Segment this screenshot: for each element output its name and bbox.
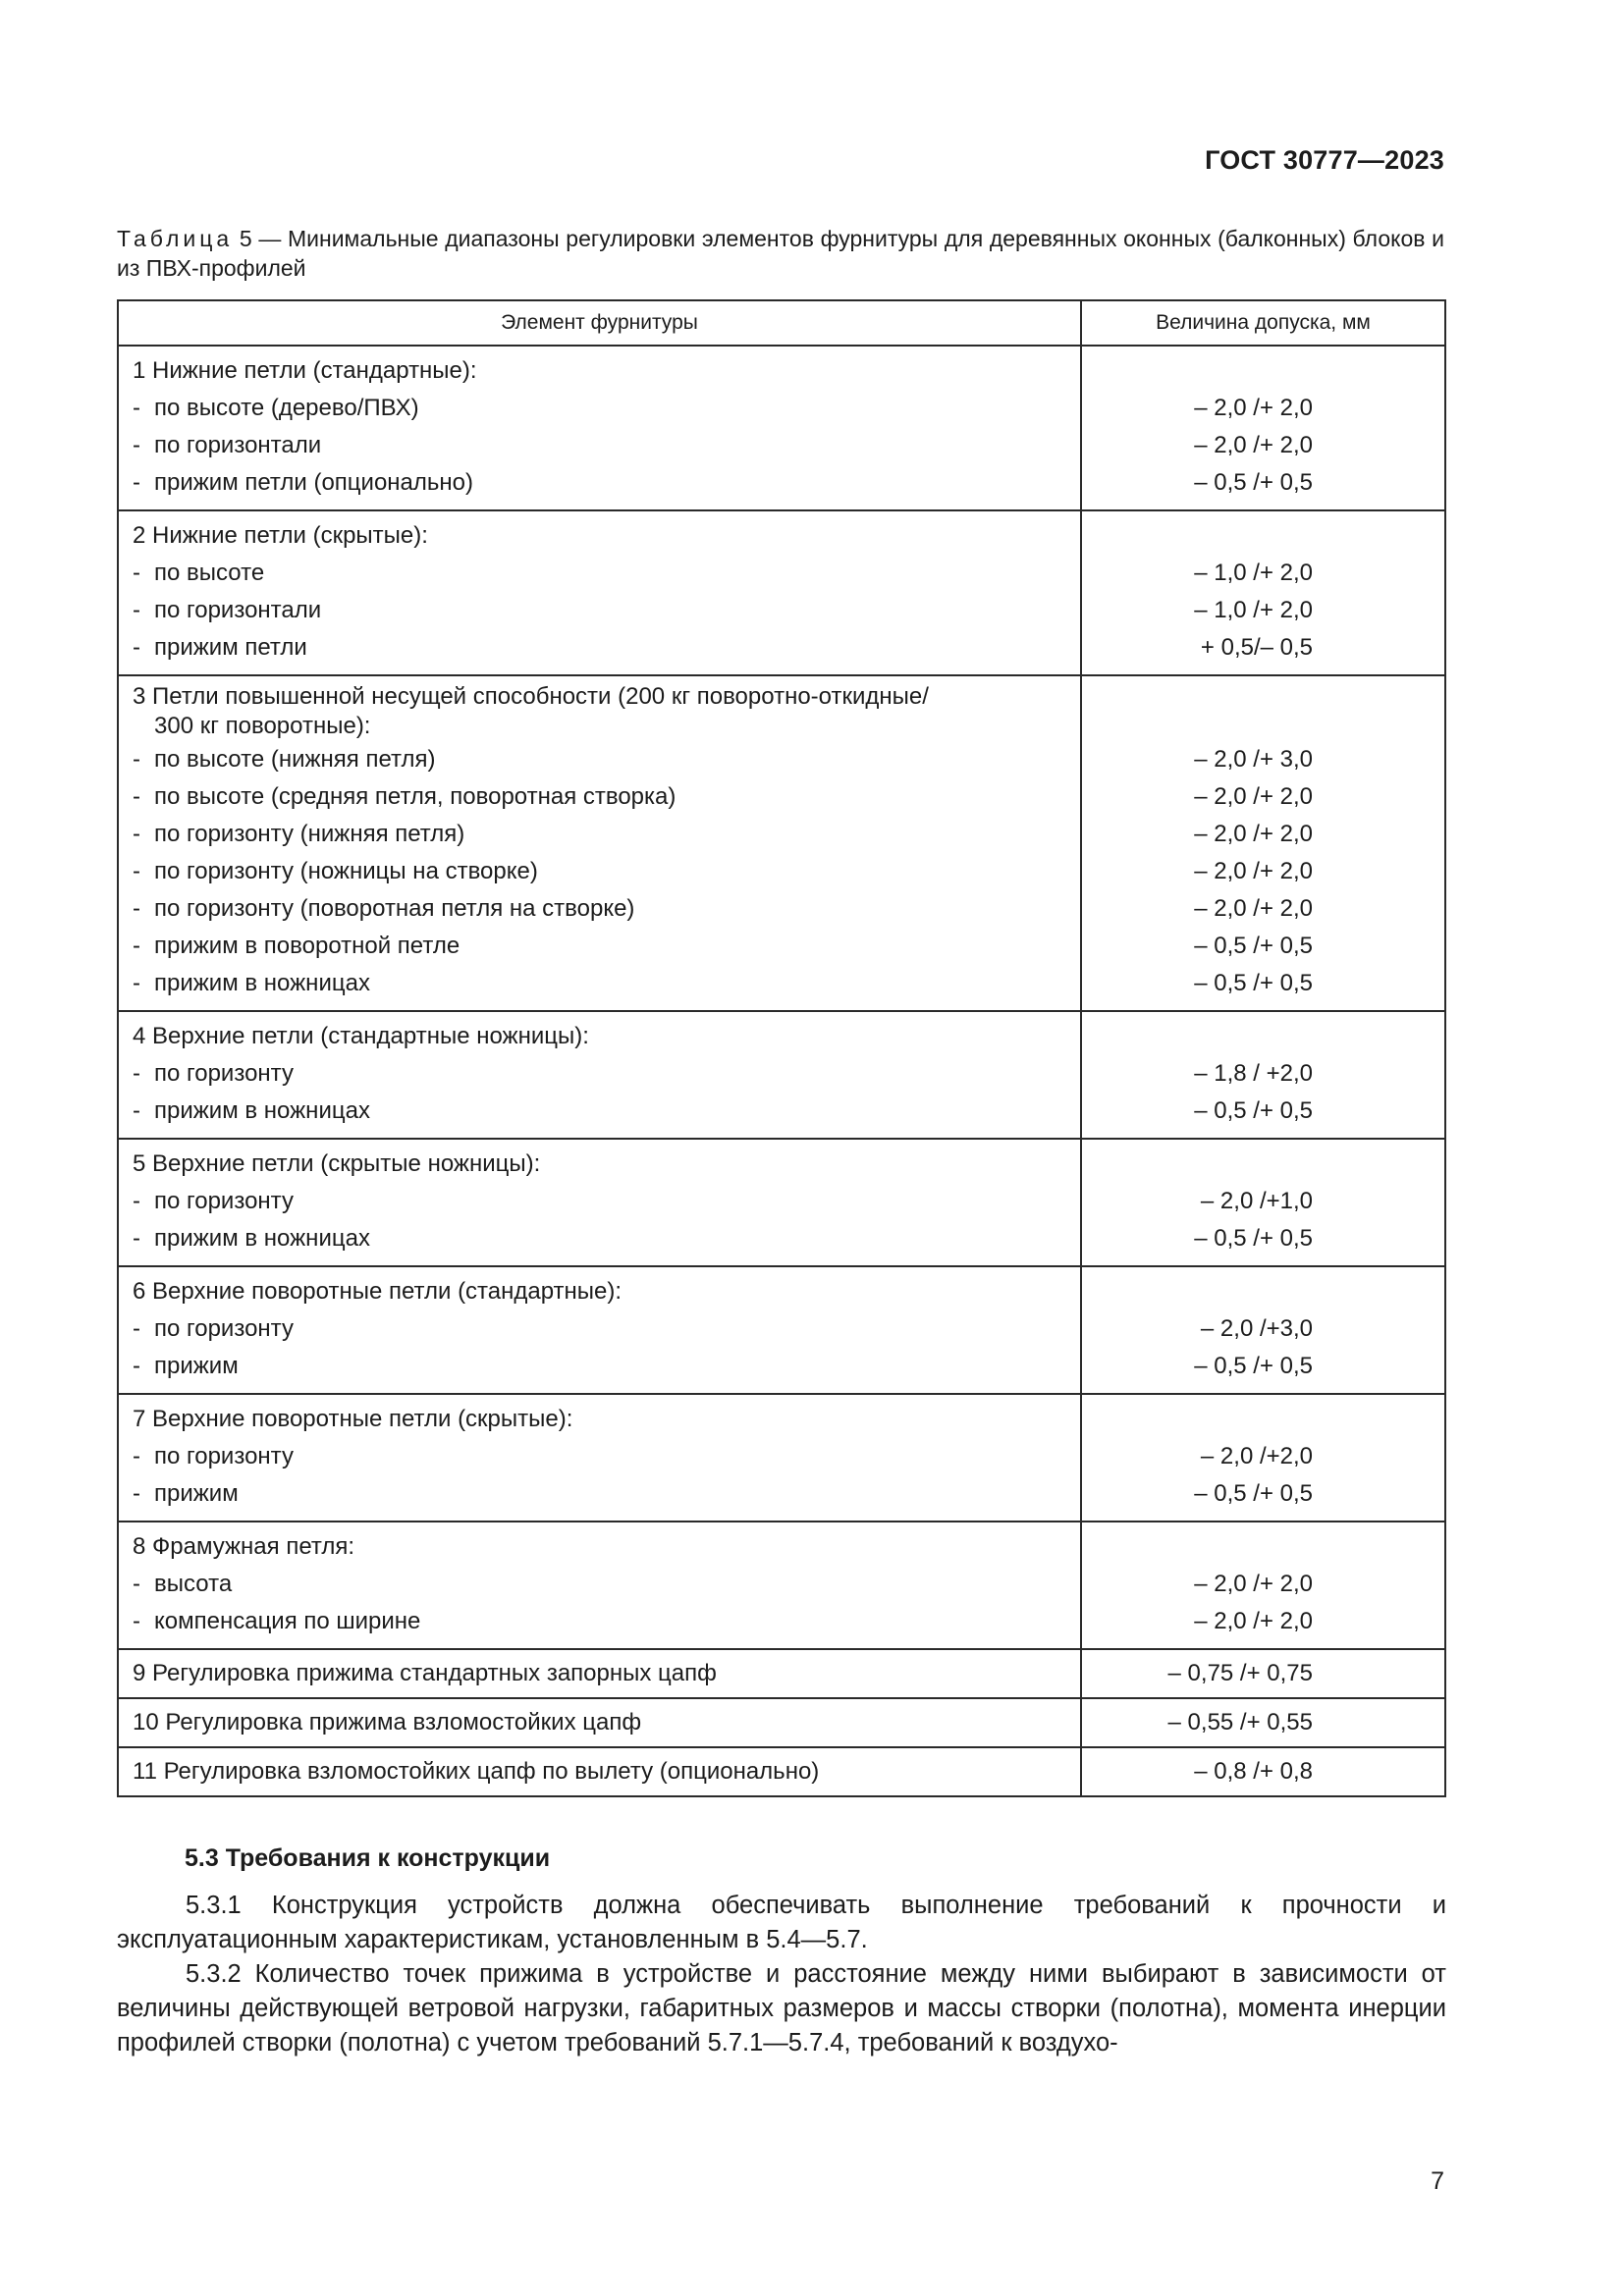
tolerance-cell (1081, 510, 1445, 675)
paragraph-5-3-1 (117, 1889, 1446, 1957)
tolerance-cell (1081, 1394, 1445, 1522)
tolerance-value: – 0,5 /+ 0,5 (1194, 1353, 1313, 1379)
element-cell (118, 1266, 1081, 1394)
value-spacer (1082, 517, 1444, 555)
item-label: прижим в поворотной петле (154, 933, 460, 959)
table-row-single (118, 1649, 1445, 1698)
table-row-group (118, 1011, 1445, 1139)
item-label: по высоте (154, 560, 265, 586)
item-label: прижим (154, 1480, 239, 1507)
tolerance-cell (1081, 1139, 1445, 1266)
item-label: по горизонту (154, 1443, 294, 1469)
element-cell (118, 510, 1081, 675)
tolerance-value: – 0,8 /+ 0,8 (1081, 1747, 1445, 1796)
list-item (133, 1093, 1066, 1130)
bullet-dash: - (133, 432, 140, 458)
item-label: высота (154, 1571, 233, 1597)
tolerance-value: – 2,0 /+ 2,0 (1194, 395, 1313, 421)
element-cell (118, 1139, 1081, 1266)
item-label: по высоте (средняя петля, поворотная створка) (154, 783, 677, 810)
item-label: по горизонту (поворотная петля на створке) (154, 895, 635, 922)
bullet-dash: - (133, 858, 140, 884)
value-spacer (1082, 712, 1444, 741)
bullet-dash: - (133, 895, 140, 922)
tolerance-value: – 0,5 /+ 0,5 (1194, 1097, 1313, 1124)
tolerance-value: – 1,0 /+ 2,0 (1194, 560, 1313, 586)
item-label: прижим петли (154, 634, 307, 661)
bullet-dash: - (133, 1097, 140, 1124)
list-item (133, 427, 1066, 464)
bullet-dash: - (133, 783, 140, 810)
element-cell (118, 675, 1081, 1011)
table-row-single (118, 1747, 1445, 1796)
table-caption (117, 224, 1444, 283)
bullet-dash: - (133, 821, 140, 847)
value-spacer (1082, 1401, 1444, 1438)
group-title: 6 Верхние поворотные петли (стандартные): (133, 1278, 623, 1305)
paragraph-5-3-2-text: 5.3.2 Количество точек прижима в устройстве и расстояние между ними выбирают в зависимости от величины действующей ветровой нагрузки, габаритных размеров и массы створки (полотна), момента инерции профилей створки (полотна) с учетом требований 5.7.1—5.7.4, требований к воздухо- (117, 1960, 1446, 2056)
table-row-group (118, 675, 1445, 1011)
bullet-dash: - (133, 1608, 140, 1634)
list-item (133, 1348, 1066, 1385)
list-item (133, 890, 1066, 928)
item-label: по горизонту (154, 1188, 294, 1214)
tolerance-value: – 2,0 /+ 2,0 (1194, 858, 1313, 884)
element-cell: 9 Регулировка прижима стандартных запорных цапф (118, 1649, 1081, 1698)
group-title: 2 Нижние петли (скрытые): (133, 522, 428, 549)
element-cell (118, 1011, 1081, 1139)
group-title: 300 кг поворотные): (154, 713, 371, 739)
tolerance-value: – 2,0 /+ 2,0 (1194, 1571, 1313, 1597)
list-item (133, 592, 1066, 629)
tolerance-value: – 0,5 /+ 0,5 (1194, 1480, 1313, 1507)
tolerance-cell (1081, 675, 1445, 1011)
bullet-dash: - (133, 597, 140, 623)
list-item (133, 1603, 1066, 1640)
table-row-group (118, 510, 1445, 675)
table-row-group (118, 1394, 1445, 1522)
tolerance-value: – 0,5 /+ 0,5 (1194, 933, 1313, 959)
element-cell (118, 1394, 1081, 1522)
tolerance-cell (1081, 1522, 1445, 1649)
bullet-dash: - (133, 970, 140, 996)
item-label: по горизонту (ножницы на створке) (154, 858, 538, 884)
tolerance-value: + 0,5/– 0,5 (1200, 634, 1313, 661)
table-row-single (118, 1698, 1445, 1747)
list-item (133, 1310, 1066, 1348)
value-spacer (1082, 1146, 1444, 1183)
tolerance-value: – 0,5 /+ 0,5 (1194, 469, 1313, 496)
item-label: по горизонту (нижняя петля) (154, 821, 465, 847)
item-label: прижим (154, 1353, 239, 1379)
value-spacer (1082, 1273, 1444, 1310)
table-header-row (118, 300, 1445, 346)
tolerance-value: – 1,0 /+ 2,0 (1194, 597, 1313, 623)
tolerance-value: – 2,0 /+ 2,0 (1194, 821, 1313, 847)
column-header-tolerance: Величина допуска, мм (1081, 300, 1445, 346)
bullet-dash: - (133, 1060, 140, 1087)
list-item (133, 965, 1066, 1002)
list-item (133, 555, 1066, 592)
bullet-dash: - (133, 560, 140, 586)
list-item (133, 741, 1066, 778)
group-title: 5 Верхние петли (скрытые ножницы): (133, 1150, 541, 1177)
list-item (133, 1438, 1066, 1475)
list-item (133, 464, 1066, 502)
item-label: прижим в ножницах (154, 970, 370, 996)
table-row-group (118, 346, 1445, 510)
value-spacer (1082, 1528, 1444, 1566)
tolerance-value: – 2,0 /+ 2,0 (1194, 1608, 1313, 1634)
item-label: по горизонту (154, 1315, 294, 1342)
tolerance-value: – 1,8 / +2,0 (1194, 1060, 1313, 1087)
paragraph-5-3-2 (117, 1957, 1446, 2060)
list-item (133, 390, 1066, 427)
list-item (133, 928, 1066, 965)
element-cell (118, 346, 1081, 510)
list-item (133, 1475, 1066, 1513)
list-item (133, 1566, 1066, 1603)
tolerance-value: – 2,0 /+3,0 (1200, 1315, 1313, 1342)
item-label: по горизонтали (154, 597, 322, 623)
bullet-dash: - (133, 1315, 140, 1342)
tolerance-value: – 2,0 /+ 2,0 (1194, 895, 1313, 922)
standard-designation: ГОСТ 30777—2023 (1205, 145, 1444, 175)
item-label: по высоте (дерево/ПВХ) (154, 395, 419, 421)
table-row-group (118, 1522, 1445, 1649)
bullet-dash: - (133, 1225, 140, 1252)
table-caption-text: 5 — Минимальные диапазоны регулировки элементов фурнитуры для деревянных оконных (балконных) блоков и из ПВХ-профилей (117, 226, 1445, 281)
bullet-dash: - (133, 1188, 140, 1214)
item-label: по высоте (нижняя петля) (154, 746, 436, 773)
tolerance-value: – 0,5 /+ 0,5 (1194, 1225, 1313, 1252)
section-heading: 5.3 Требования к конструкции (185, 1844, 551, 1872)
group-title: 8 Фрамужная петля: (133, 1533, 354, 1560)
value-spacer (1082, 1018, 1444, 1055)
bullet-dash: - (133, 634, 140, 661)
tolerance-cell (1081, 1011, 1445, 1139)
tolerance-value: – 2,0 /+2,0 (1200, 1443, 1313, 1469)
tolerance-value: – 2,0 /+ 2,0 (1194, 783, 1313, 810)
table-caption-label: Таблица (117, 226, 234, 251)
list-item (133, 629, 1066, 667)
list-item (133, 853, 1066, 890)
column-header-element: Элемент фурнитуры (118, 300, 1081, 346)
tolerance-table (117, 299, 1446, 1797)
table-row-group (118, 1139, 1445, 1266)
tolerance-value: – 2,0 /+ 3,0 (1194, 746, 1313, 773)
item-label: прижим петли (опционально) (154, 469, 474, 496)
list-item (133, 1055, 1066, 1093)
group-title: 3 Петли повышенной несущей способности (200 кг поворотно-откидные/ (133, 683, 929, 710)
paragraph-5-3-1-text: 5.3.1 Конструкция устройств должна обеспечивать выполнение требований к прочности и эксплуатационным характеристикам, установленным в 5.4—5.7. (117, 1892, 1446, 1953)
table-row-group (118, 1266, 1445, 1394)
group-title: 4 Верхние петли (стандартные ножницы): (133, 1023, 589, 1049)
item-label: компенсация по ширине (154, 1608, 421, 1634)
bullet-dash: - (133, 1443, 140, 1469)
table-body (118, 346, 1445, 1796)
item-label: по горизонту (154, 1060, 294, 1087)
item-label: по горизонтали (154, 432, 322, 458)
bullet-dash: - (133, 1571, 140, 1597)
value-spacer (1082, 352, 1444, 390)
bullet-dash: - (133, 395, 140, 421)
element-cell: 11 Регулировка взломостойких цапф по вылету (опционально) (118, 1747, 1081, 1796)
bullet-dash: - (133, 1353, 140, 1379)
element-cell: 10 Регулировка прижима взломостойких цапф (118, 1698, 1081, 1747)
tolerance-cell (1081, 1266, 1445, 1394)
tolerance-value: – 2,0 /+ 2,0 (1194, 432, 1313, 458)
value-spacer (1082, 682, 1444, 712)
tolerance-value: – 0,55 /+ 0,55 (1081, 1698, 1445, 1747)
tolerance-value: – 2,0 /+1,0 (1200, 1188, 1313, 1214)
bullet-dash: - (133, 469, 140, 496)
element-cell (118, 1522, 1081, 1649)
page-number: 7 (1431, 2167, 1444, 2195)
bullet-dash: - (133, 1480, 140, 1507)
item-label: прижим в ножницах (154, 1225, 370, 1252)
bullet-dash: - (133, 933, 140, 959)
list-item (133, 778, 1066, 816)
item-label: прижим в ножницах (154, 1097, 370, 1124)
group-title: 1 Нижние петли (стандартные): (133, 357, 477, 384)
list-item (133, 1183, 1066, 1220)
tolerance-value: – 0,5 /+ 0,5 (1194, 970, 1313, 996)
list-item (133, 816, 1066, 853)
tolerance-cell (1081, 346, 1445, 510)
tolerance-value: – 0,75 /+ 0,75 (1081, 1649, 1445, 1698)
list-item (133, 1220, 1066, 1257)
bullet-dash: - (133, 746, 140, 773)
group-title: 7 Верхние поворотные петли (скрытые): (133, 1406, 573, 1432)
